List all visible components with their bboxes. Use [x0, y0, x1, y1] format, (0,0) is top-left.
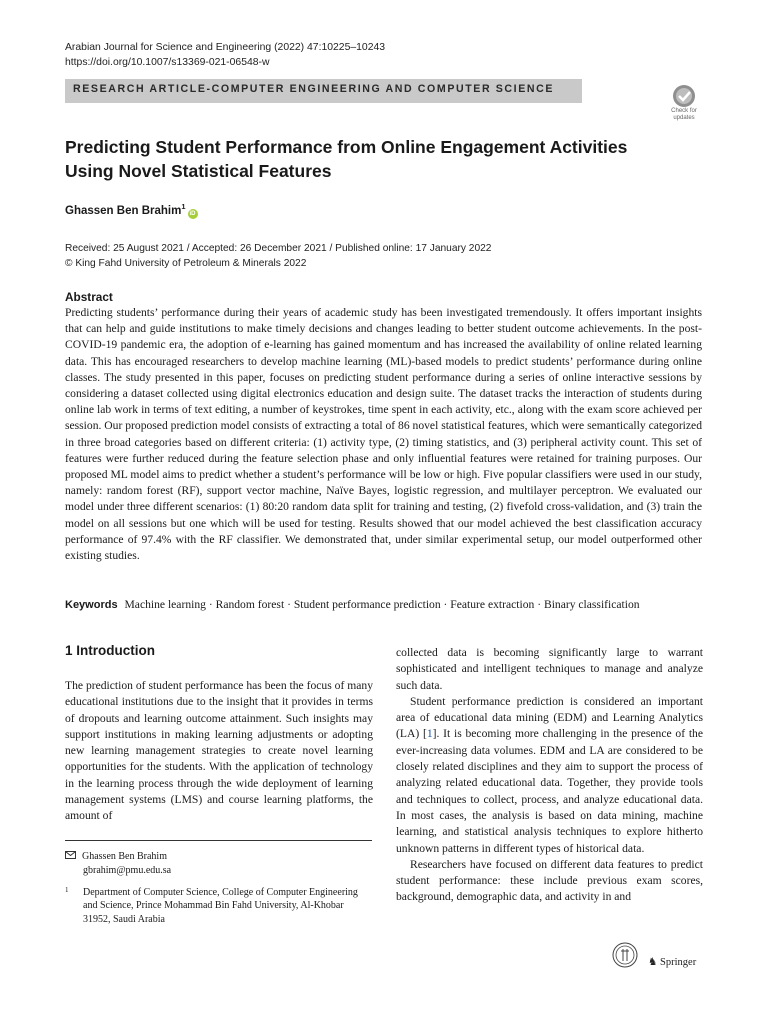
- author-affil-mark: 1: [181, 202, 186, 211]
- article-category-bar: [65, 79, 582, 103]
- corresponding-author: [65, 850, 171, 878]
- title-line-2: Using Novel Statistical Features: [65, 161, 332, 181]
- envelope-icon: [65, 850, 76, 864]
- intro-paragraph-continued: collected data is becoming significantly large to warrant sophisticated and intelligent techniques to manage and analyze such data.: [396, 646, 703, 692]
- para2-before-ref: Student performance prediction is considered an important area of educational data mining (EDM) and Learning Analytics (LA) [: [396, 694, 703, 741]
- right-column: [396, 645, 703, 906]
- section-heading-introduction: 1 Introduction: [65, 643, 155, 658]
- contact-name: Ghassen Ben Brahim: [82, 851, 167, 862]
- springer-horse-icon: ♞: [648, 957, 658, 968]
- dates-line: Received: 25 August 2021 / Accepted: 26 December 2021 / Published online: 17 January 2022: [65, 243, 492, 254]
- check-updates-label: Check for updates: [671, 108, 697, 121]
- copyright-line: © King Fahd University of Petroleum & Minerals 2022: [65, 258, 307, 269]
- contact-email[interactable]: gbrahim@pmu.edu.sa: [83, 865, 172, 876]
- footnote-divider: [65, 840, 372, 841]
- journal-header: [65, 40, 385, 70]
- abstract-text: Predicting students’ performance during their years of academic study has been investigated tremendously. It offers important insights that can help and guide institutions to make timely decisions and changes leading to better student outcome achievements. In the post-COVID-19 pandemic era, the adoption of e-learning has gained momentum and has increased the availability of online related learning data. This has encouraged researchers to develop machine learning (ML)-based models to predict students’ performance during online classes. The study presented in this paper, focuses on predicting student performance during a series of online interactive sessions by considering a dataset collected using digital electronics education and design suite. The dataset tracks the interaction of students during online lab work in terms of text editing, a number of keystrokes, time spent in each activity, etc., along with the exam score achieved per session. Our proposed prediction model consists of extracting a total of 86 novel statistical features, which were semantically categorized in three broad categories based on different criteria: (1) activity type, (2) timing statistics, and (3) peripheral activity count. This set of features were further reduced during the feature selection phase and only influential features were retained for training purposes. Our proposed ML model aims to predict whether a student’s performance will be low or high. Five popular classifiers were used in our study, namely: random forest (RF), support vector machine, Naïve Bayes, logistic regression, and multilayer perceptron. We evaluated our model under three different scenarios: (1) 80:20 random data split for training and testing, (2) fivefold cross-validation, and (3) train the model on all sessions but one which will be used for testing. Results showed that our model achieved the best classification accuracy performance of 97.4% with the RF classifier. We demonstrated that, under similar experimental setup, our model outperformed other existing studies.: [65, 306, 702, 563]
- affil-number: 1: [65, 886, 69, 894]
- publisher-name: [648, 956, 696, 968]
- affil-text: Department of Computer Science, College of Computer Engineering and Science, Prince Mohammad Bin Fahd University, Al-Khobar 31952, Saudi Arabia: [83, 887, 358, 925]
- citation-link[interactable]: 1: [426, 727, 433, 741]
- keywords-label: Keywords: [65, 599, 118, 611]
- left-column: [65, 678, 373, 825]
- author-line: [65, 202, 198, 219]
- check-for-updates-badge[interactable]: [664, 84, 704, 124]
- publisher-label: Springer: [660, 957, 697, 968]
- keywords-list: Machine learning · Random forest · Student performance prediction · Feature extraction · Binary classification: [124, 598, 640, 611]
- intro-paragraph-3: Researchers have focused on different data features to predict student performance: these include previous exam scores, background, demographic data, and activity in and: [396, 857, 703, 904]
- title-line-1: Predicting Student Performance from Online Engagement Activities: [65, 137, 628, 157]
- intro-paragraph-1: The prediction of student performance has been the focus of many educational institutions due to the insight that it provides in terms of dropouts and learning outcome attainment. Such insights may support institutions in making learning adjustments or adopting new learning management strategies to create novel learning opportunities for the students. With the application of technology in the learning process through the wide deployment of learning management systems (LMS) and course learning platforms, the amount of: [65, 679, 373, 823]
- intro-paragraph-2: [396, 694, 703, 857]
- journal-citation: Arabian Journal for Science and Engineering (2022) 47:10225–10243: [65, 42, 386, 53]
- article-category: RESEARCH ARTICLE-COMPUTER ENGINEERING AND COMPUTER SCIENCE: [73, 83, 555, 95]
- para2-after-ref: ]. It is becoming more challenging in the presence of the ever-increasing data volumes. EDM and LA are considered to be closely related disciplines and they aim to support the process of analyzing related educational data. Together, they provide tools and techniques to collect, process, and analyze educational data. In most cases, the analysis is based on data mining, machine learning, and statistical analysis techniques to explore hitherto unknown patterns in different types of historical data.: [396, 727, 703, 855]
- orcid-icon[interactable]: iD: [189, 210, 196, 217]
- abstract-heading: Abstract: [65, 290, 113, 304]
- publication-dates: [65, 241, 491, 271]
- affiliation-footnote: [65, 886, 365, 926]
- author-name[interactable]: Ghassen Ben Brahim: [65, 204, 182, 217]
- springer-seal-icon: [612, 942, 638, 968]
- doi-link[interactable]: https://doi.org/10.1007/s13369-021-06548-w: [65, 57, 270, 68]
- article-title: [65, 135, 685, 183]
- check-updates-icon: [664, 84, 704, 110]
- keywords-line: [65, 597, 705, 613]
